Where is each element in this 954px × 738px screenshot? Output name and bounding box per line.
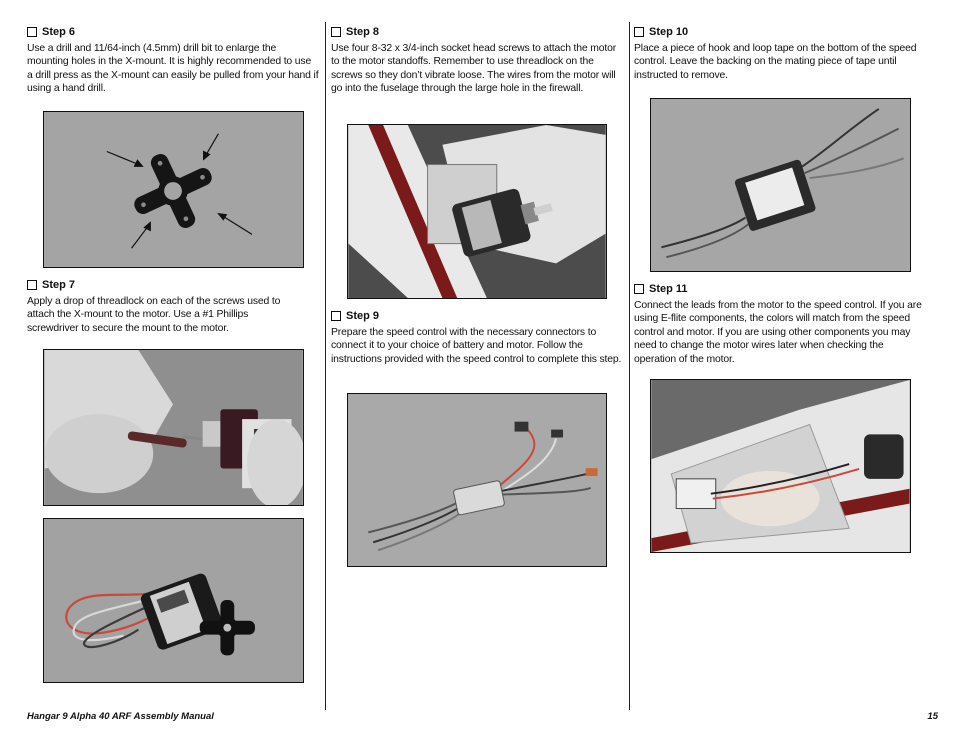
column-1 xyxy=(27,26,319,96)
x-mount-illustration xyxy=(44,112,303,267)
step-10-title: Step 10 xyxy=(649,26,689,38)
photo-hook-loop-tape xyxy=(650,98,911,272)
column-1-step-7 xyxy=(27,279,319,335)
photo-motor-on-firewall xyxy=(347,124,607,299)
photo-motor-with-mount xyxy=(43,518,304,683)
checkbox-icon[interactable] xyxy=(27,27,37,37)
speed-control-illustration xyxy=(348,394,606,566)
photo-speed-control xyxy=(347,393,607,567)
step-6-text: Use a drill and 11/64-inch (4.5mm) drill bit to enlarge the mounting holes in the X-mount. It is highly recommended to use a drill press as the X-mount can easily be pulled from your hand if using a hand drill. xyxy=(27,43,319,95)
step-7-title: Step 7 xyxy=(42,279,76,291)
step-11-title: Step 11 xyxy=(649,283,688,295)
checkbox-icon[interactable] xyxy=(331,311,341,321)
checkbox-icon[interactable] xyxy=(27,280,37,290)
step-6-heading xyxy=(27,26,319,38)
column-2 xyxy=(331,26,623,96)
photo-threadlock xyxy=(43,349,304,506)
step-9-heading xyxy=(331,310,623,322)
photo-fuselage-connections xyxy=(650,379,911,553)
step-10-heading xyxy=(634,26,928,38)
step-8-title: Step 8 xyxy=(346,26,380,38)
column-divider-right xyxy=(629,22,630,710)
step-7-text: Apply a drop of threadlock on each of the screws used to attach the X-mount to the motor. Use a #1 Phillips screwdriver to secure the mount to the motor. xyxy=(27,296,281,334)
column-divider-left xyxy=(325,22,326,710)
checkbox-icon[interactable] xyxy=(331,27,341,37)
checkbox-icon[interactable] xyxy=(634,27,644,37)
hook-loop-tape-illustration xyxy=(651,99,910,271)
step-11-text: Connect the leads from the motor to the speed control. If you are using E-flite components, the colors will match from the speed control and motor. If you are using other components you may need to change the motor wires later when checking the operation of the motor. xyxy=(634,300,922,365)
step-9-title: Step 9 xyxy=(346,310,380,322)
manual-title-footer: Hangar 9 Alpha 40 ARF Assembly Manual xyxy=(27,711,214,722)
step-11-heading xyxy=(634,283,928,295)
fuselage-motor-illustration xyxy=(348,125,606,298)
motor-illustration xyxy=(44,519,303,682)
column-3-step-11 xyxy=(634,283,928,366)
photo-x-mount xyxy=(43,111,304,268)
fuselage-connections-illustration xyxy=(651,380,910,552)
step-9-text: Prepare the speed control with the necessary connectors to connect it to your choice of battery and motor. Follow the instructions provided with the speed control to complete this step. xyxy=(331,327,622,365)
column-3 xyxy=(634,26,928,82)
page-number: 15 xyxy=(927,711,938,722)
step-10-text: Place a piece of hook and loop tape on the bottom of the speed control. Leave the backing on the mating piece of tape until instructed to remove. xyxy=(634,43,917,81)
step-8-heading xyxy=(331,26,623,38)
step-6-title: Step 6 xyxy=(42,26,76,38)
step-7-heading xyxy=(27,279,319,291)
column-2-step-9 xyxy=(331,310,623,366)
threadlock-illustration xyxy=(44,350,303,505)
step-8-text: Use four 8-32 x 3/4-inch socket head screws to attach the motor to the motor standoffs. Remember to use threadlock on the screws so they don’t vibrate loose. The wires from the motor will go into the fuselage through the large hole in the firewall. xyxy=(331,43,617,95)
checkbox-icon[interactable] xyxy=(634,284,644,294)
